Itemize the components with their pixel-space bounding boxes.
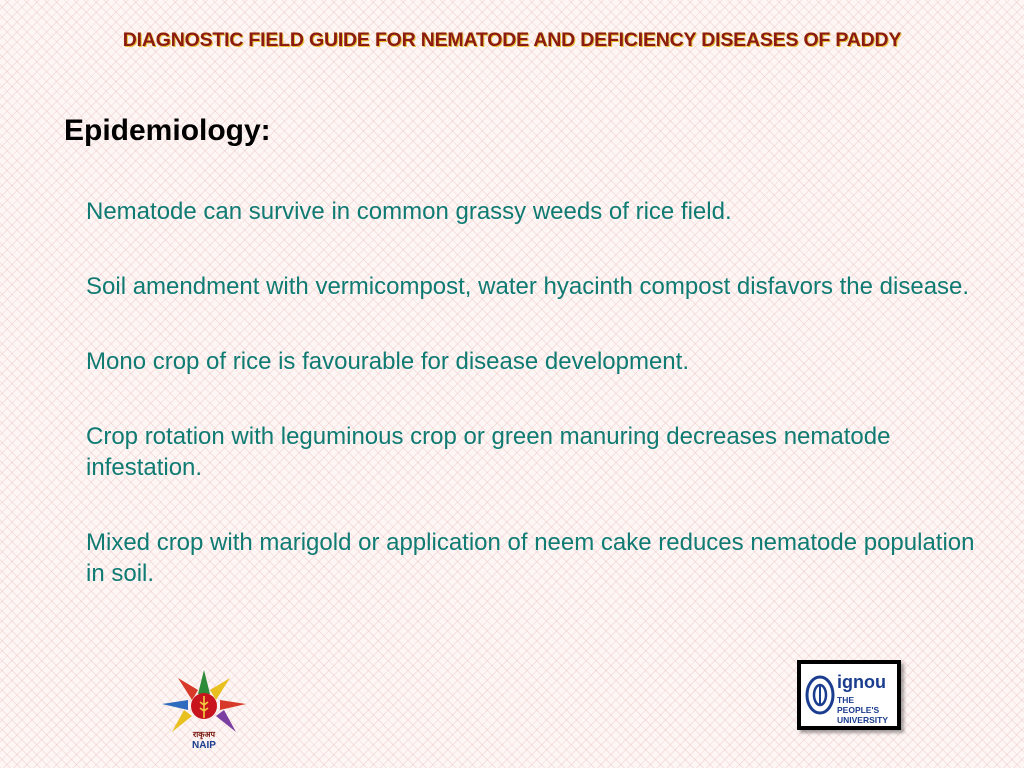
ignou-emblem-icon — [805, 674, 835, 716]
bullet-item: Mixed crop with marigold or application of neem cake reduces nematode population in soil. — [86, 529, 975, 587]
naip-script-text: राकृअप — [192, 730, 216, 739]
bullet-item: Crop rotation with leguminous crop or green manuring decreases nematode infestation. — [86, 423, 891, 481]
bullet-list — [86, 196, 986, 633]
bullet-item: Nematode can survive in common grassy weeds of rice field. — [86, 198, 732, 225]
naip-logo — [160, 670, 248, 750]
naip-star-icon — [160, 670, 248, 750]
bullet-item: Soil amendment with vermicompost, water hyacinth compost disfavors the disease. — [86, 273, 970, 300]
bullet-item: Mono crop of rice is favourable for disease development. — [86, 348, 689, 375]
slide-title: DIAGNOSTIC FIELD GUIDE FOR NEMATODE AND DEFICIENCY DISEASES OF PADDY — [122, 29, 902, 51]
naip-label: NAIP — [192, 740, 216, 750]
ignou-tagline: THE PEOPLE'S UNIVERSITY — [837, 695, 889, 725]
ignou-wordmark: ignou — [837, 672, 886, 692]
section-heading: Epidemiology: — [64, 114, 271, 147]
ignou-logo — [797, 660, 901, 730]
